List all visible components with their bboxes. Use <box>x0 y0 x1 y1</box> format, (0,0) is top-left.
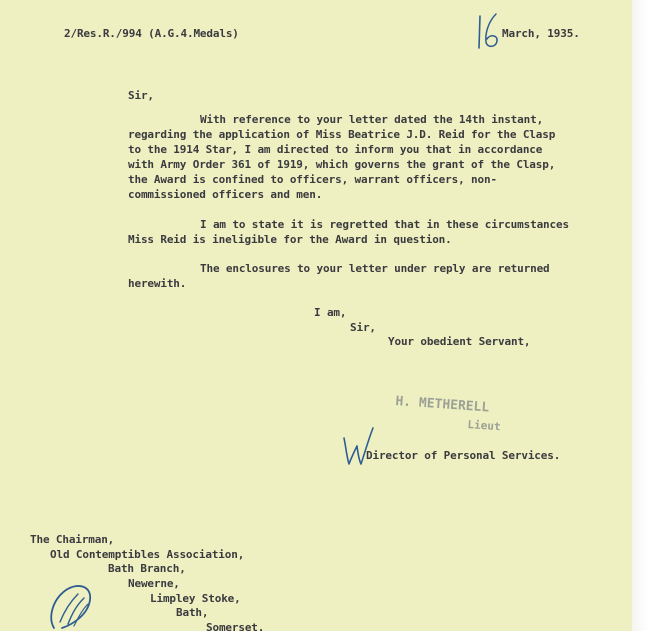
page-edge <box>632 0 648 631</box>
paragraph-line: Miss Reid is ineligible for the Award in question. <box>128 233 452 246</box>
address-line: Somerset. <box>206 621 265 631</box>
paragraph-line: With reference to your letter dated the 14th instant, <box>200 113 544 126</box>
paragraph-line: the Award is confined to officers, warrant officers, non- <box>128 173 497 186</box>
paragraph-line: The enclosures to your letter under reply are returned <box>200 262 550 275</box>
closing-sir: Sir, <box>350 321 376 334</box>
closing-servant: Your obedient Servant, <box>388 335 531 348</box>
paragraph-line: commissioned officers and men. <box>128 188 323 201</box>
address-line: Bath Branch, <box>108 562 186 575</box>
paragraph-line: to the 1914 Star, I am directed to inform you that in accordance <box>128 143 543 156</box>
paragraph-line: regarding the application of Miss Beatrice J.D. Reid for the Clasp <box>128 128 556 141</box>
paragraph-line: with Army Order 361 of 1919, which governs the grant of the Clasp, <box>128 158 556 171</box>
signature-stamp-rank: Lieut <box>467 418 502 434</box>
address-line: The Chairman, <box>30 533 115 546</box>
reference-line: 2/Res.R./994 (A.G.4.Medals) <box>64 27 239 40</box>
closing-i-am: I am, <box>314 306 347 319</box>
handwritten-pen-mark <box>44 578 100 631</box>
address-line: Limpley Stoke, <box>150 592 241 605</box>
salutation: Sir, <box>128 89 154 102</box>
address-line: Bath, <box>176 606 209 619</box>
date-line: March, 1935. <box>502 27 580 40</box>
signatory-title: Director of Personal Services. <box>366 449 561 462</box>
paragraph-line: herewith. <box>128 277 187 290</box>
address-line: Old Contemptibles Association, <box>50 548 245 561</box>
signature-stamp-name: H. METHERELL <box>394 394 490 416</box>
paragraph-line: I am to state it is regretted that in these circumstances <box>200 218 569 231</box>
address-line: Newerne, <box>128 577 180 590</box>
handwritten-date-day <box>474 10 504 52</box>
